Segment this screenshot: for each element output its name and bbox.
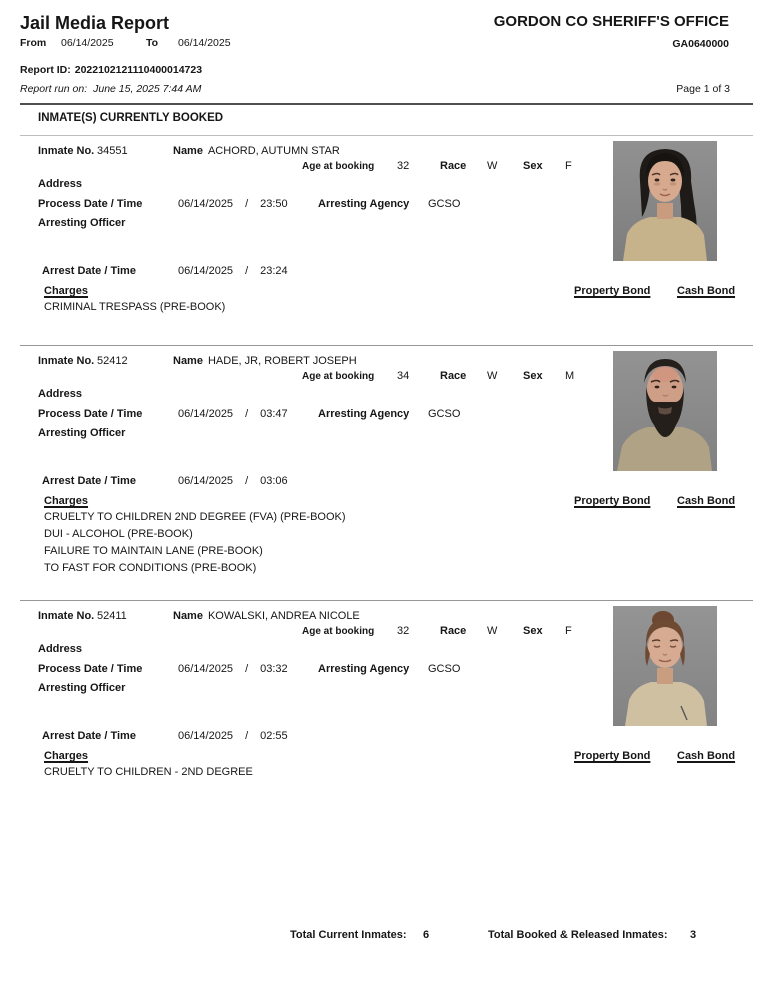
age-at-booking-label: Age at booking (302, 626, 375, 637)
charge-item: DUI - ALCOHOL (PRE-BOOK) (44, 528, 193, 540)
name-value: ACHORD, AUTUMN STAR (207, 145, 340, 157)
sex-value: F (565, 625, 572, 637)
charges-header: Charges (44, 285, 89, 297)
report-title: Jail Media Report (20, 13, 170, 33)
inmate-no-label: Inmate No. (38, 355, 95, 367)
process-date-time-value (178, 662, 318, 677)
charge-item: TO FAST FOR CONDITIONS (PRE-BOOK) (44, 562, 257, 574)
header-second-row (20, 34, 753, 51)
arrest-date: 06/14/2025 (178, 265, 234, 277)
race-value: W (487, 625, 498, 637)
inmate-block (20, 601, 753, 781)
arresting-agency-label: Arresting Agency (318, 663, 410, 675)
address-label: Address (38, 178, 83, 190)
arrest-date: 06/14/2025 (178, 730, 234, 742)
sex-label: Sex (523, 160, 543, 172)
process-date: 06/14/2025 (178, 198, 234, 210)
sex-value: M (565, 370, 575, 382)
cash-bond-header: Cash Bond (677, 750, 736, 762)
name-value: HADE, JR, ROBERT JOSEPH (207, 355, 357, 367)
race-label: Race (440, 160, 467, 172)
process-date-time-value (178, 407, 318, 422)
arrest-time: 23:24 (260, 265, 288, 277)
age-value: 32 (397, 160, 410, 172)
sex-label: Sex (523, 625, 543, 637)
report-run-on (20, 83, 201, 96)
arrest-date-time-label: Arrest Date / Time (42, 475, 136, 487)
charges-header: Charges (44, 495, 89, 507)
process-date-time-label: Process Date / Time (38, 198, 143, 210)
charges-list (44, 299, 753, 316)
arresting-officer-label: Arresting Officer (38, 427, 126, 439)
sex-value: F (565, 160, 572, 172)
to-label: To (146, 37, 159, 49)
name-value: KOWALSKI, ANDREA NICOLE (207, 610, 360, 622)
mugshot-photo (613, 351, 717, 471)
age-at-booking-label: Age at booking (302, 161, 375, 172)
property-bond-header: Property Bond (574, 495, 651, 507)
charge-item: CRUELTY TO CHILDREN 2ND DEGREE (FVA) (PRE-BOOK) (44, 511, 346, 523)
address-label: Address (38, 643, 83, 655)
property-bond-header: Property Bond (574, 285, 651, 297)
inmate-no-label: Inmate No. (38, 145, 95, 157)
header-top-row (20, 12, 753, 34)
mugshot-photo (613, 606, 717, 726)
total-current-inmates-label: Total Current Inmates: (290, 929, 407, 941)
date-time-separator: / (245, 475, 249, 487)
section-title: INMATE(S) CURRENTLY BOOKED (38, 112, 224, 124)
race-value: W (487, 370, 498, 382)
total-current-inmates-value: 6 (423, 929, 430, 941)
arrest-time: 02:55 (260, 730, 288, 742)
arresting-agency-label: Arresting Agency (318, 408, 410, 420)
charge-item: FAILURE TO MAINTAIN LANE (PRE-BOOK) (44, 545, 263, 557)
report-run-label: Report run on: (20, 83, 88, 95)
sex-label: Sex (523, 370, 543, 382)
to-date: 06/14/2025 (178, 37, 231, 49)
inmate-no-value: 52412 (97, 355, 128, 367)
property-bond-header: Property Bond (574, 750, 651, 762)
inmate-no-value: 34551 (97, 145, 128, 157)
date-time-separator: / (245, 265, 249, 277)
charges-list (44, 764, 753, 781)
date-time-separator: / (245, 408, 249, 420)
charge-item: CRIMINAL TRESPASS (PRE-BOOK) (44, 301, 226, 313)
page-number: Page 1 of 3 (676, 83, 730, 95)
agency-code: GA0640000 (672, 38, 729, 50)
race-value: W (487, 160, 498, 172)
date-time-separator: / (245, 730, 249, 742)
address-label: Address (38, 388, 83, 400)
cash-bond-header: Cash Bond (677, 495, 736, 507)
arresting-agency-value: GCSO (428, 663, 461, 675)
age-value: 32 (397, 625, 410, 637)
process-date: 06/14/2025 (178, 408, 234, 420)
from-label: From (20, 37, 47, 49)
process-date-time-value (178, 197, 318, 212)
date-range (20, 36, 231, 50)
charges-list (44, 509, 753, 577)
process-time: 03:32 (260, 663, 288, 675)
date-time-separator: / (245, 663, 249, 675)
charges-header: Charges (44, 750, 89, 762)
arrest-date-time-value (178, 729, 318, 744)
arrest-date-time-label: Arrest Date / Time (42, 265, 136, 277)
arresting-agency-label: Arresting Agency (318, 198, 410, 210)
arresting-officer-label: Arresting Officer (38, 682, 126, 694)
totals-row (290, 929, 753, 941)
name-label: Name (173, 145, 203, 157)
name-label: Name (173, 610, 203, 622)
office-name: GORDON CO SHERIFF'S OFFICE (493, 13, 729, 30)
total-booked-released-label: Total Booked & Released Inmates: (488, 929, 668, 941)
inmate-no-value: 52411 (97, 610, 127, 622)
name-label: Name (173, 355, 203, 367)
report-run-value: June 15, 2025 7:44 AM (93, 83, 202, 95)
process-date: 06/14/2025 (178, 663, 234, 675)
report-id-label: Report ID: (20, 64, 71, 76)
arresting-officer-label: Arresting Officer (38, 217, 126, 229)
age-at-booking-label: Age at booking (302, 371, 375, 382)
race-label: Race (440, 370, 467, 382)
total-booked-released-value: 3 (690, 929, 697, 941)
from-date: 06/14/2025 (61, 37, 114, 49)
process-time: 23:50 (260, 198, 288, 210)
date-time-separator: / (245, 198, 249, 210)
report-run-row (20, 83, 753, 96)
process-time: 03:47 (260, 408, 288, 420)
process-date-time-label: Process Date / Time (38, 663, 143, 675)
header-rule (20, 103, 753, 105)
age-value: 34 (397, 370, 410, 382)
arresting-agency-value: GCSO (428, 408, 461, 420)
cash-bond-header: Cash Bond (677, 285, 736, 297)
report-id-row (20, 64, 753, 77)
arrest-date-time-value (178, 264, 318, 279)
arrest-date-time-label: Arrest Date / Time (42, 730, 136, 742)
arrest-date: 06/14/2025 (178, 475, 234, 487)
inmate-block (20, 346, 753, 600)
arrest-time: 03:06 (260, 475, 288, 487)
arrest-date-time-value (178, 474, 318, 489)
inmate-no-label: Inmate No. (38, 610, 95, 622)
process-date-time-label: Process Date / Time (38, 408, 143, 420)
arresting-agency-value: GCSO (428, 198, 461, 210)
inmate-block (20, 136, 753, 345)
race-label: Race (440, 625, 467, 637)
mugshot-photo (613, 141, 717, 261)
report-id-value: 2022102121110400014723 (74, 64, 203, 76)
charge-item: CRUELTY TO CHILDREN - 2ND DEGREE (44, 766, 253, 778)
